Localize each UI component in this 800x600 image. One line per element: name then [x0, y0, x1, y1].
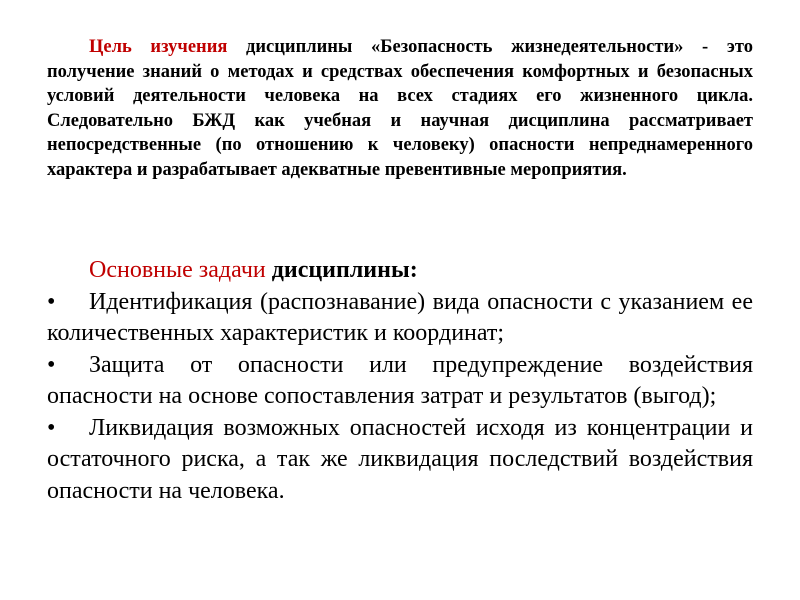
- task-item-1-text: Идентификация (распознавание) вида опасности с указанием ее количественных характеристик и координат;: [47, 288, 753, 346]
- bullet-icon: •: [47, 351, 56, 378]
- task-item-3: [47, 413, 753, 508]
- tasks-heading-rest: дисциплины:: [265, 257, 418, 283]
- task-item-2: [47, 350, 753, 413]
- bullet-icon: •: [47, 288, 56, 315]
- goal-paragraph: [47, 35, 753, 183]
- goal-text: дисциплины «Безопасность жизнедеятельности» - это получение знаний о методах и средствах обеспечения комфортных и безопасных условий деятельности человека на всех стадиях его жизненного цикла. Следовательно БЖД как учебная и научная дисциплина рассматривает непосредственные (по отношению к человеку) опасности непреднамеренного характера и разрабатывает адекватные превентивные мероприятия.: [47, 37, 753, 180]
- task-item-3-text: Ликвидация возможных опасностей исходя из концентрации и остаточного риска, а так же ликвидация последствий воздействия опасности на человека.: [47, 414, 753, 504]
- task-item-1: [47, 287, 753, 350]
- tasks-heading-lead: Основные задачи: [89, 257, 266, 283]
- tasks-section: [47, 255, 753, 507]
- goal-lead: Цель изучения: [89, 37, 228, 57]
- tasks-heading: [47, 255, 753, 287]
- task-item-2-text: Защита от опасности или предупреждение воздействия опасности на основе сопоставления затрат и результатов (выгод);: [47, 351, 753, 409]
- bullet-icon: •: [47, 414, 56, 441]
